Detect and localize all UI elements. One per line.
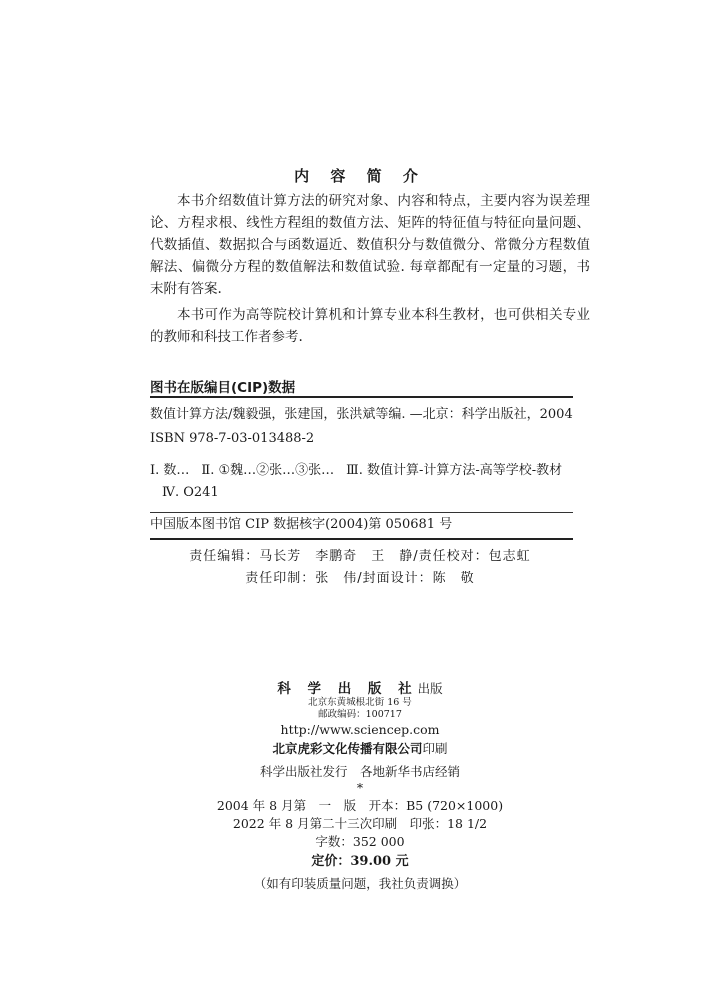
cip-class-4: Ⅳ. O241 [162,485,219,500]
publisher-postcode: 邮政编码：100717 [318,709,402,720]
edition-line: 2004 年 8 月第 一 版 开本：B5 (720×1000) [216,798,504,813]
cip-class-2: Ⅱ. ①魏…②张…③张… [201,463,335,478]
printer-line [0,738,720,757]
cip-classification [150,460,573,504]
publisher-suffix: 出版 [417,681,443,696]
cip-class-1: Ⅰ. 数… [150,463,190,478]
cip-isbn: ISBN 978-7-03-013488-2 [150,431,315,446]
cip-heading: 图书在版编目(CIP)数据 [150,380,296,396]
cip-bottom-rule [150,538,573,540]
intro-abstract [150,190,590,348]
separator-asterisk: * [356,780,364,795]
publisher-logotype: 科 学 出 版 社 [277,681,418,697]
staff-editors: 责任编辑：马长芳 李鹏奇 王 静/责任校对：包志虹 [189,549,531,564]
cip-class-3: Ⅲ. 数值计算-计算方法-高等学校-教材 [346,463,563,478]
publisher-url: http://www.sciencep.com [280,722,440,737]
intro-paragraph-2: 本书可作为高等院校计算机和计算专业本科生教材，也可供相关专业的教师和科技工作者参考. [150,307,590,345]
staff-production: 责任印制：张 伟/封面设计：陈 敬 [245,571,475,586]
printing-line: 2022 年 8 月第二十三次印刷 印张：18 1/2 [232,816,488,831]
printer-suffix: 印刷 [422,741,448,756]
intro-paragraph-1: 本书介绍数值计算方法的研究对象、内容和特点，主要内容为误差理论、方程求根、线性方程组的数值方法、矩阵的特征值与特征向量问题、代数插值、数据拟合与函数逼近、数值积分与数值微分、常微分方程数值解法、偏微分方程的数值解法和数值试验. 每章都配有一定量的习题，书末附有答案. [150,193,590,297]
quality-note: （如有印装质量问题，我社负责调换） [253,876,467,891]
cip-entry: 数值计算方法/魏毅强，张建国，张洪斌等编. —北京：科学出版社，2004 [150,407,573,422]
intro-title: 内 容 简 介 [294,167,426,185]
cip-mid-rule [150,512,573,513]
word-count: 字数：352 000 [315,834,405,849]
publisher-line [0,677,720,697]
price: 定价：39.00 元 [311,854,409,869]
distribution-line: 科学出版社发行 各地新华书店经销 [259,764,460,779]
printer-name: 北京虎彩文化传播有限公司 [272,741,423,756]
cip-core-number: 中国版本图书馆 CIP 数据核字(2004)第 050681 号 [150,517,453,532]
publisher-address: 北京东黄城根北街 16 号 [308,697,412,708]
cip-top-rule [150,396,573,398]
